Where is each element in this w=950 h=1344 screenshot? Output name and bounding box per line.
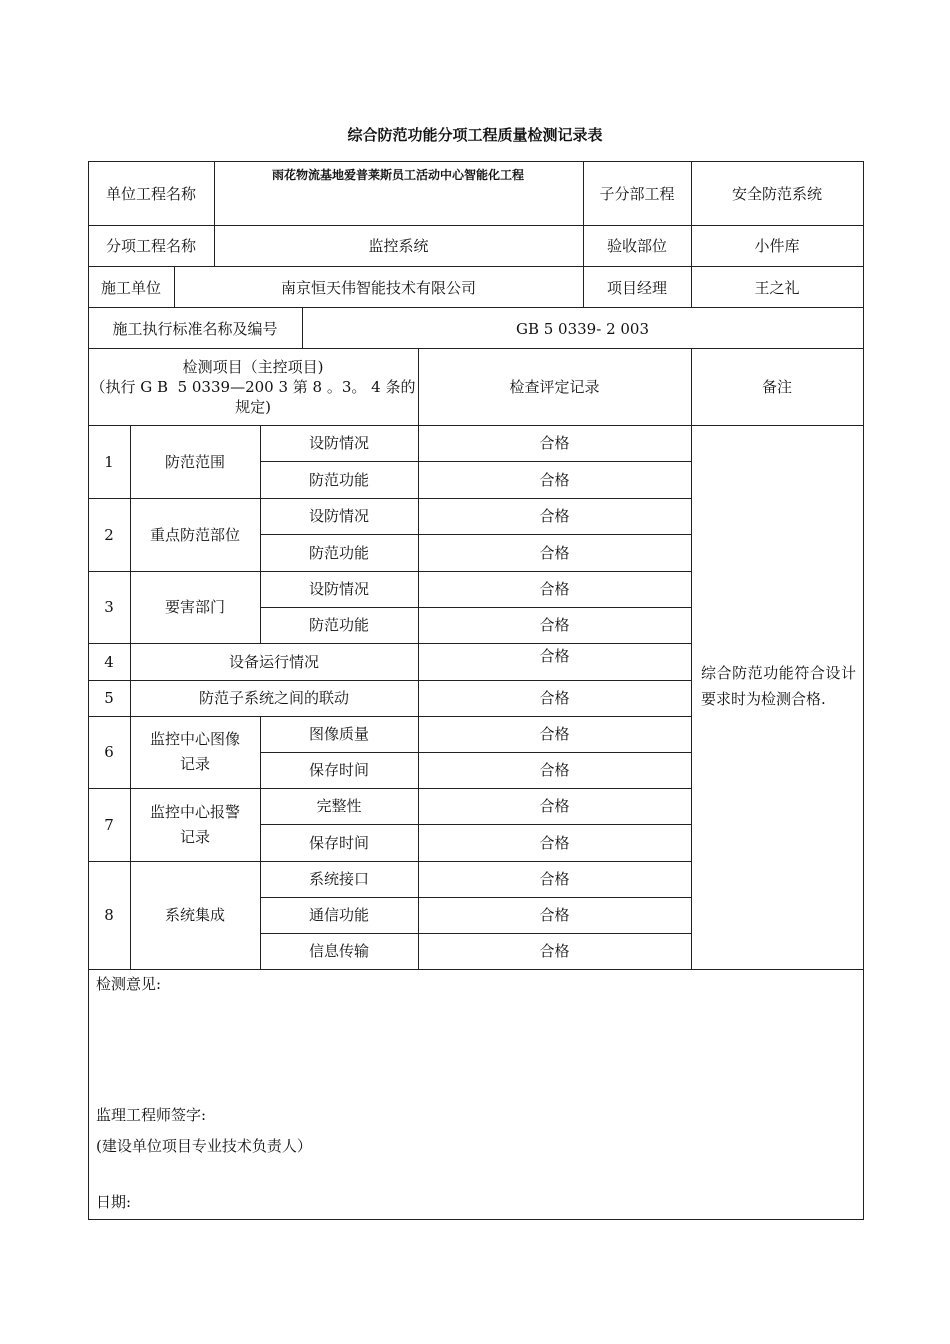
v-rule bbox=[863, 161, 864, 1220]
h-rule bbox=[88, 1219, 864, 1220]
item-number: 7 bbox=[104, 815, 114, 834]
sub-item: 防范功能 bbox=[308, 616, 369, 634]
item-number: 1 bbox=[104, 452, 114, 471]
item-name-line2: 记录 bbox=[179, 755, 210, 773]
item-name: 防范子系统之间的联动 bbox=[198, 689, 349, 707]
item-name: 要害部门 bbox=[164, 598, 225, 616]
item-number: 4 bbox=[104, 652, 114, 671]
item-number: 5 bbox=[104, 689, 114, 707]
inspection-item-header-line3: 规定) bbox=[235, 398, 271, 416]
result-cell: 合格 bbox=[539, 797, 570, 815]
contractor-label: 施工单位 bbox=[100, 278, 161, 297]
item-number: 2 bbox=[104, 525, 114, 544]
sub-item: 保存时间 bbox=[308, 833, 369, 852]
item-name: 防范范围 bbox=[164, 452, 225, 471]
item-name bbox=[130, 716, 260, 788]
supervisor-sign-label: 监理工程师签字: bbox=[96, 1106, 207, 1124]
sub-item: 保存时间 bbox=[308, 761, 369, 779]
result-cell: 合格 bbox=[539, 689, 570, 707]
inspection-item-header bbox=[88, 349, 418, 425]
inspection-item-header-line2: （执行 G B 5 0339—200 3 第 8 。3。 4 条的 bbox=[90, 378, 416, 396]
result-cell: 合格 bbox=[539, 434, 570, 452]
result-cell: 合格 bbox=[539, 942, 570, 960]
sub-item: 通信功能 bbox=[308, 906, 369, 924]
sub-item: 防范功能 bbox=[308, 470, 369, 489]
item-project-value: 监控系统 bbox=[368, 237, 429, 255]
item-number: 6 bbox=[104, 743, 114, 761]
inspection-item-header-line1: 检测项目（主控项目) bbox=[182, 358, 324, 376]
result-cell: 合格 bbox=[539, 833, 570, 852]
h-rule bbox=[88, 969, 864, 970]
result-cell: 合格 bbox=[539, 580, 570, 598]
item-number: 3 bbox=[104, 598, 114, 616]
result-cell: 合格 bbox=[539, 616, 570, 634]
item-project-label: 分项工程名称 bbox=[105, 237, 196, 255]
sub-item: 设防情况 bbox=[308, 434, 369, 452]
item-name: 重点防范部位 bbox=[149, 525, 240, 544]
standard-value: GB 5 0339- 2 003 bbox=[515, 319, 650, 338]
acceptance-part-label: 验收部位 bbox=[606, 237, 667, 255]
item-name-line1: 监控中心图像 bbox=[149, 730, 240, 748]
contractor-value: 南京恒天伟智能技术有限公司 bbox=[280, 278, 476, 297]
result-cell: 合格 bbox=[539, 906, 570, 924]
result-cell: 合格 bbox=[539, 647, 570, 665]
item-number: 8 bbox=[104, 906, 114, 924]
page-title: 综合防范功能分项工程质量检测记录表 bbox=[347, 126, 603, 144]
opinion-label: 检测意见: bbox=[96, 975, 162, 993]
result-cell: 合格 bbox=[539, 543, 570, 562]
sub-item: 图像质量 bbox=[308, 725, 369, 743]
sub-item: 完整性 bbox=[316, 797, 362, 815]
record-header: 检查评定记录 bbox=[509, 378, 600, 396]
date-label: 日期: bbox=[96, 1193, 132, 1211]
standard-label: 施工执行标准名称及编号 bbox=[112, 319, 278, 338]
sub-division-value: 安全防范系统 bbox=[731, 184, 822, 203]
result-cell: 合格 bbox=[539, 870, 570, 888]
sub-item: 系统接口 bbox=[308, 870, 369, 888]
sub-item: 防范功能 bbox=[308, 543, 369, 562]
v-rule bbox=[691, 348, 692, 970]
sub-item: 设防情况 bbox=[308, 507, 369, 525]
item-name-line1: 监控中心报警 bbox=[149, 802, 240, 821]
acceptance-part-value: 小件库 bbox=[754, 237, 800, 255]
manager-label: 项目经理 bbox=[606, 278, 667, 297]
result-cell: 合格 bbox=[539, 507, 570, 525]
remark-header: 备注 bbox=[761, 378, 792, 396]
result-cell: 合格 bbox=[539, 470, 570, 489]
sub-item: 信息传输 bbox=[308, 942, 369, 960]
item-name-line2: 记录 bbox=[179, 827, 210, 846]
item-name: 设备运行情况 bbox=[228, 652, 319, 671]
result-cell: 合格 bbox=[539, 725, 570, 743]
manager-value: 王之礼 bbox=[754, 278, 800, 297]
item-name bbox=[130, 788, 260, 861]
sub-item: 设防情况 bbox=[308, 580, 369, 598]
sub-division-label: 子分部工程 bbox=[599, 184, 675, 203]
remark-text: 综合防范功能符合设计要求时为检测合格. bbox=[701, 664, 856, 708]
unit-project-value: 雨花物流基地爱普莱斯员工活动中心智能化工程 bbox=[271, 168, 524, 182]
item-name: 系统集成 bbox=[164, 906, 225, 924]
result-cell: 合格 bbox=[539, 761, 570, 779]
owner-rep-label: (建设单位项目专业技术负责人） bbox=[96, 1137, 312, 1155]
unit-project-label: 单位工程名称 bbox=[105, 184, 196, 203]
